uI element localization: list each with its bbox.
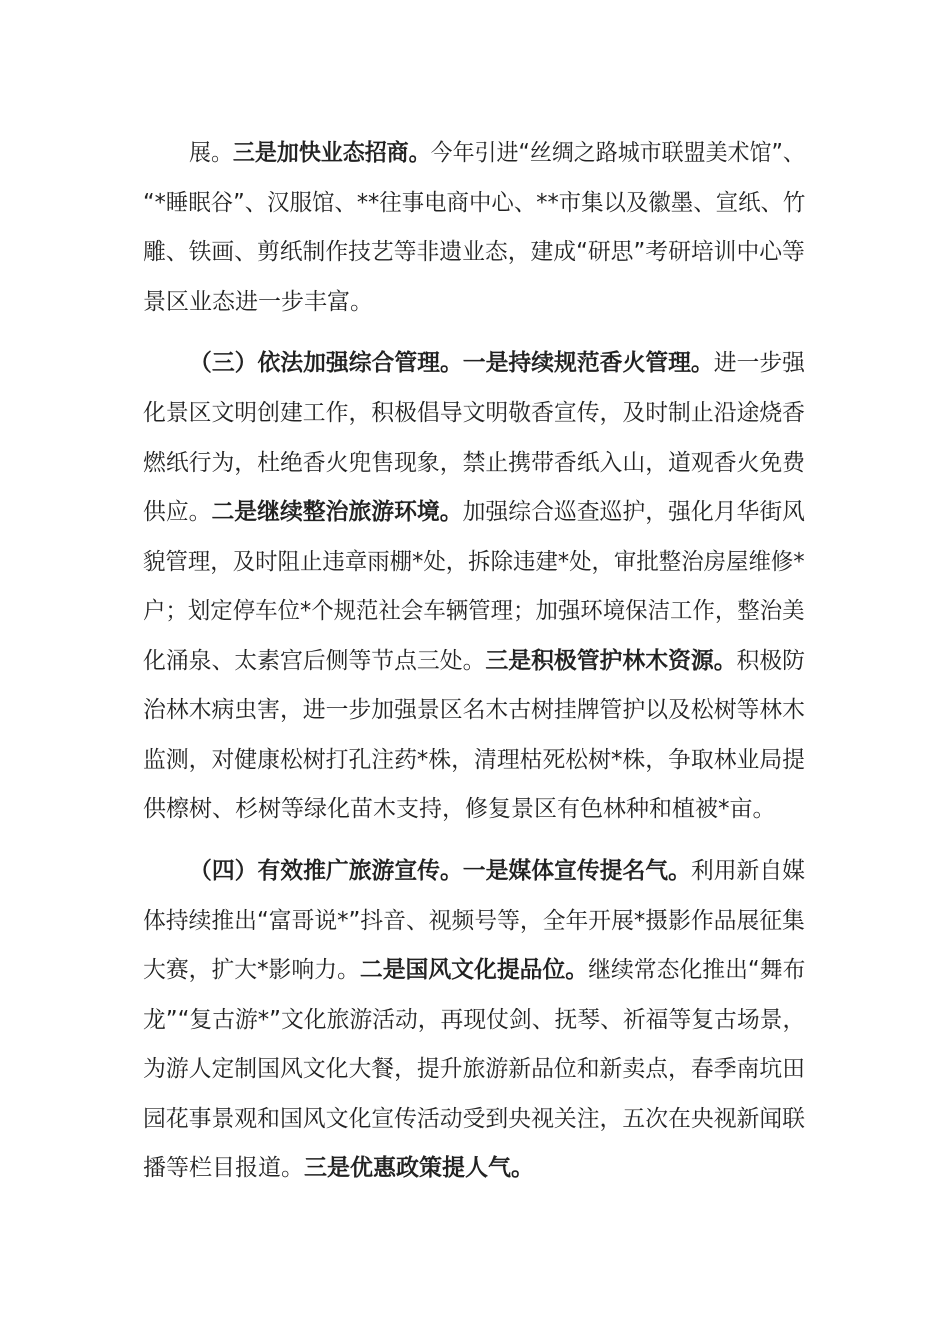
text-run: 景区业态进一步丰富。 <box>143 289 373 315</box>
text-run: 进一步强 <box>713 350 805 376</box>
text-line <box>189 855 805 887</box>
text-run: 大赛，扩大*影响力。 <box>143 957 360 983</box>
text-run: 燃纸行为，杜绝香火兜售现象，禁止携带香纸入山，道观香火免费 <box>143 450 805 476</box>
text-line <box>143 793 776 825</box>
text-run: 户；划定停车位*个规范社会车辆管理；加强环境保洁工作，整治美 <box>143 598 805 624</box>
section-heading: （四）有效推广旅游宣传。一是媒体宣传提名气。 <box>189 858 691 884</box>
text-run: 供檫树、杉树等绿化苗木支持，修复景区有色林种和植被*亩。 <box>143 796 776 822</box>
text-run: 积极防 <box>736 648 805 674</box>
text-run: 供应。 <box>143 499 212 525</box>
text-run: 今年引进“丝绸之路城市联盟美术馆”、 <box>430 140 805 166</box>
text-run: 展。 <box>189 140 233 166</box>
text-line <box>143 286 373 318</box>
text-run: “*睡眠谷”、汉服馆、**往事电商中心、**市集以及徽墨、宣纸、竹 <box>143 190 806 216</box>
bold-heading: 三是积极管护林木资源。 <box>485 648 737 674</box>
text-line <box>143 1004 805 1036</box>
text-line <box>143 447 805 479</box>
bold-heading: 三是加快业态招商。 <box>232 140 431 166</box>
text-run: 园花事景观和国风文化宣传活动受到央视关注，五次在央视新闻联 <box>143 1106 805 1132</box>
text-run: 为游人定制国风文化大餐，提升旅游新品位和新卖点，春季南坑田 <box>143 1056 805 1082</box>
text-run: 貌管理，及时阻止违章雨棚*处，拆除违建*处，审批整治房屋维修* <box>143 549 805 575</box>
text-run: 雕、铁画、剪纸制作技艺等非遗业态，建成“研思”考研培训中心等 <box>143 239 805 265</box>
text-line <box>143 397 805 429</box>
text-line <box>143 496 805 528</box>
text-run: 监测，对健康松树打孔注药*株，清理枯死松树*株，争取林业局提 <box>143 747 805 773</box>
text-line <box>143 694 805 726</box>
text-line <box>143 954 805 986</box>
text-line <box>143 645 805 677</box>
text-line <box>143 1053 805 1085</box>
text-line <box>143 1103 805 1135</box>
text-line <box>143 905 805 937</box>
text-run: 利用新自媒 <box>690 858 805 884</box>
text-line <box>143 236 805 268</box>
bold-heading: 二是国风文化提品位。 <box>359 957 589 983</box>
text-run: 龙”“复古游*”文化旅游活动，再现仗剑、抚琴、祈福等复古场景， <box>143 1007 806 1033</box>
text-run: 治林木病虫害，进一步加强景区名木古树挂牌管护以及松树等林木 <box>143 697 805 723</box>
text-run: 化景区文明创建工作，积极倡导文明敬香宣传，及时制止沿途烧香 <box>143 400 805 426</box>
text-line <box>189 137 805 169</box>
text-line <box>143 744 805 776</box>
text-line <box>143 595 805 627</box>
text-line <box>189 347 805 379</box>
text-line <box>143 187 805 219</box>
text-run: 加强综合巡查巡护，强化月华街风 <box>462 499 805 525</box>
section-heading: （三）依法加强综合管理。一是持续规范香火管理。 <box>189 350 714 376</box>
text-run: 体持续推出“富哥说*”抖音、视频号等，全年开展*摄影作品展征集 <box>143 908 805 934</box>
bold-heading: 二是继续整治旅游环境。 <box>211 499 463 525</box>
bold-heading: 三是优惠政策提人气。 <box>304 1155 534 1181</box>
text-run: 化涌泉、太素宫后侧等节点三处。 <box>143 648 486 674</box>
text-run: 继续常态化推出“舞布 <box>588 957 806 983</box>
text-run: 播等栏目报道。 <box>143 1155 304 1181</box>
text-line <box>143 546 805 578</box>
text-line <box>143 1152 534 1184</box>
